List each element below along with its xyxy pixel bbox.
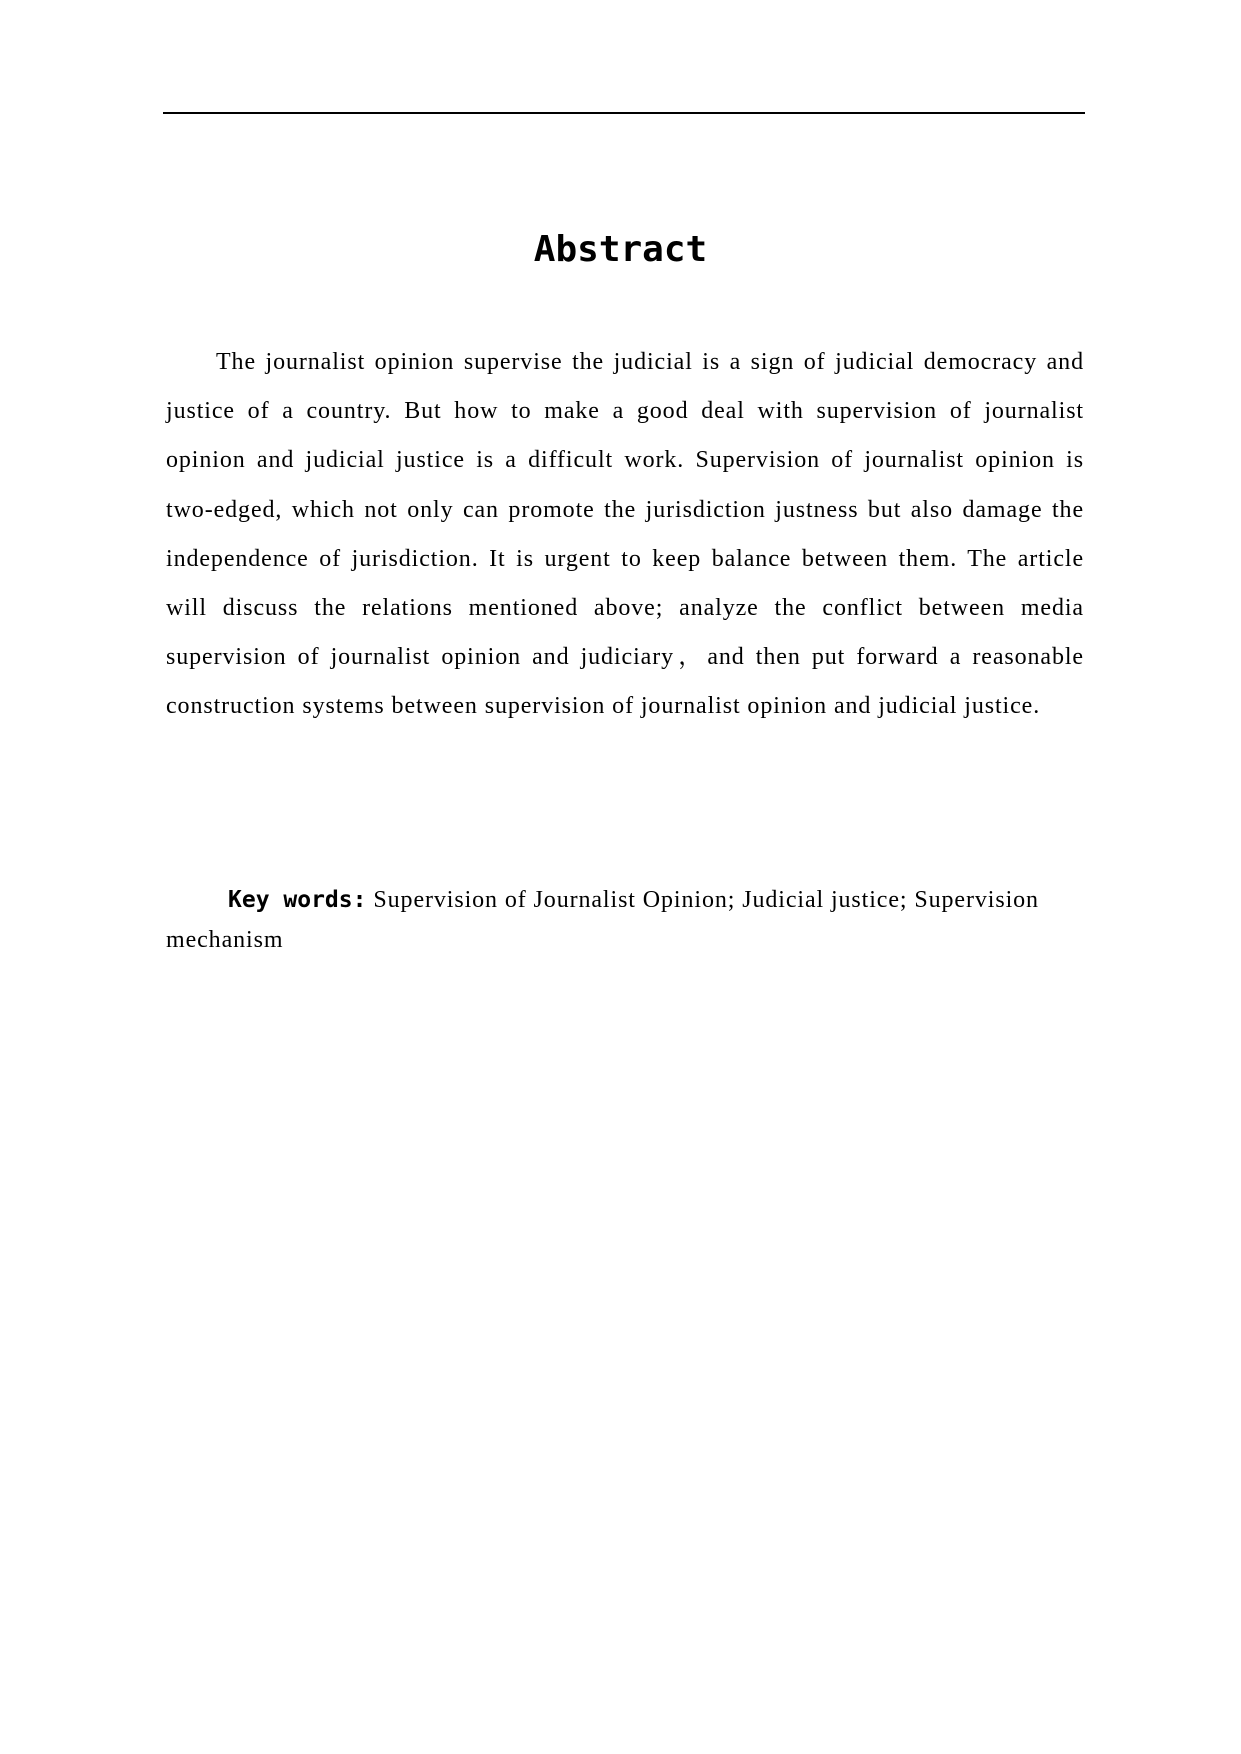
header-rule	[163, 112, 1085, 114]
keywords-line	[166, 880, 1084, 960]
page-title: Abstract	[533, 229, 708, 270]
keywords-text: Supervision of Journalist Opinion; Judicial justice; Supervision mechanism	[166, 887, 1039, 953]
abstract-paragraph: The journalist opinion supervise the judicial is a sign of judicial democracy and justice of a country. But how to make a good deal with supervision of journalist opinion and judicial justice is a difficult work. Supervision of journalist opinion is two-edged, which not only can promote the jurisdiction justness but also damage the independence of jurisdiction. It is urgent to keep balance between them. The article will discuss the relations mentioned above; analyze the conflict between media supervision of journalist opinion and judiciary，and then put forward a reasonable construction systems between supervision of journalist opinion and judicial justice.	[166, 349, 1084, 720]
keywords-label: Key words:	[228, 887, 367, 913]
